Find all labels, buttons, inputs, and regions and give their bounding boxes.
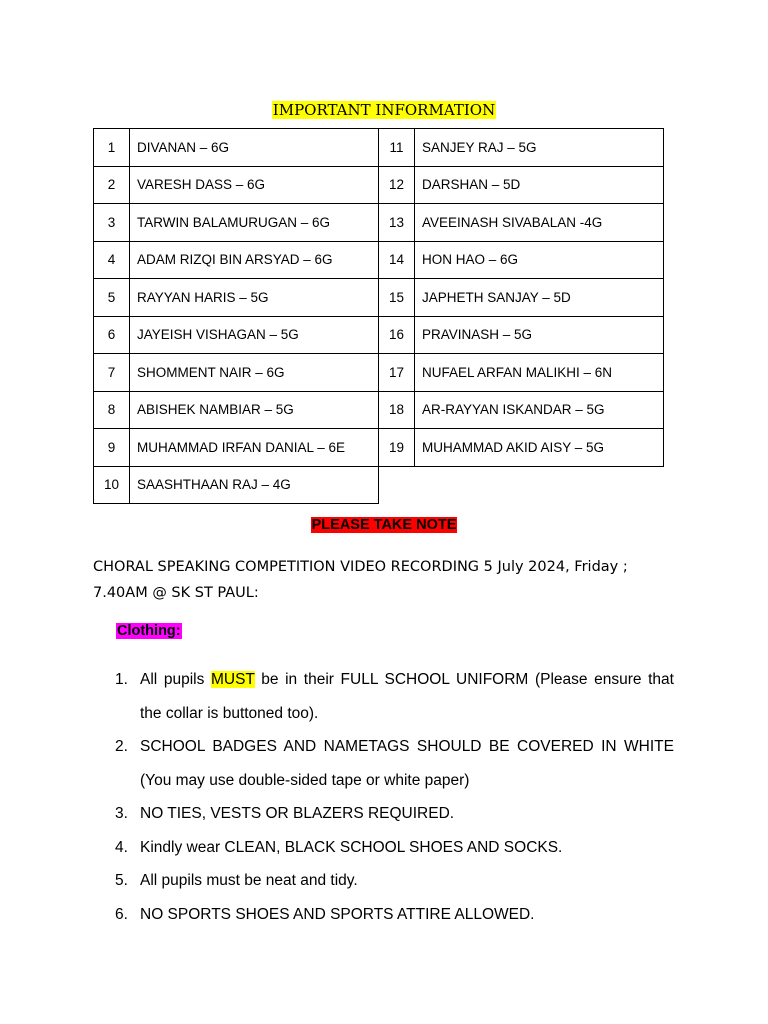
row-number: 9 <box>94 429 130 467</box>
rule-text: Kindly wear CLEAN, BLACK SCHOOL SHOES AND SOCKS. <box>140 838 563 856</box>
list-item <box>110 864 674 898</box>
participant-name: DARSHAN – 5D <box>415 166 664 204</box>
list-number: 3. <box>115 805 128 822</box>
table-row <box>94 316 664 354</box>
table-row <box>94 279 664 317</box>
row-number: 5 <box>94 279 130 317</box>
row-number: 4 <box>94 241 130 279</box>
clothing-rules-list <box>110 663 674 931</box>
participant-name: MUHAMMAD IRFAN DANIAL – 6E <box>130 429 379 467</box>
participant-name: SANJEY RAJ – 5G <box>415 129 664 167</box>
highlight-must: MUST <box>210 671 255 688</box>
participant-name: DIVANAN – 6G <box>130 129 379 167</box>
participant-name: NUFAEL ARFAN MALIKHI – 6N <box>415 354 664 392</box>
participant-name: TARWIN BALAMURUGAN – 6G <box>130 204 379 242</box>
participant-name: ADAM RIZQI BIN ARSYAD – 6G <box>130 241 379 279</box>
list-number: 5. <box>115 872 128 889</box>
table-row <box>94 354 664 392</box>
row-number: 19 <box>379 429 415 467</box>
row-number: 3 <box>94 204 130 242</box>
row-number: 2 <box>94 166 130 204</box>
row-number: 12 <box>379 166 415 204</box>
participant-name: VARESH DASS – 6G <box>130 166 379 204</box>
row-number: 10 <box>94 466 130 504</box>
participant-name: SHOMMENT NAIR – 6G <box>130 354 379 392</box>
participant-name: ABISHEK NAMBIAR – 5G <box>130 391 379 429</box>
list-number: 6. <box>115 905 128 923</box>
row-number: 7 <box>94 354 130 392</box>
empty-cell <box>415 466 664 504</box>
participant-table <box>93 128 664 504</box>
rule-text: SCHOOL BADGES AND NAMETAGS SHOULD BE COVERED IN WHITE (You may use double-sided tape or white paper) <box>140 738 674 789</box>
participant-name: MUHAMMAD AKID AISY – 5G <box>415 429 664 467</box>
list-number: 4. <box>115 838 128 856</box>
empty-cell <box>379 466 415 504</box>
table-row <box>94 204 664 242</box>
rule-text-before: All pupils <box>140 671 211 688</box>
rule-text-after: be in their FULL SCHOOL UNIFORM (Please ensure that the collar is buttoned too). <box>140 671 674 722</box>
list-number: 2. <box>115 738 128 755</box>
rule-text: NO TIES, VESTS OR BLAZERS REQUIRED. <box>140 805 455 822</box>
table-row <box>94 129 664 167</box>
participant-name: JAYEISH VISHAGAN – 5G <box>130 316 379 354</box>
table-row <box>94 241 664 279</box>
clothing-heading: Clothing: <box>117 623 181 639</box>
table-row <box>94 466 664 504</box>
row-number: 13 <box>379 204 415 242</box>
participant-name: SAASHTHAAN RAJ – 4G <box>130 466 379 504</box>
row-number: 17 <box>379 354 415 392</box>
table-row <box>94 391 664 429</box>
row-number: 18 <box>379 391 415 429</box>
row-number: 11 <box>379 129 415 167</box>
rule-text: NO SPORTS SHOES AND SPORTS ATTIRE ALLOWED. <box>140 905 535 923</box>
list-item <box>110 898 674 932</box>
list-number: 1. <box>115 671 128 688</box>
table-row <box>94 429 664 467</box>
page-title: IMPORTANT INFORMATION <box>272 101 496 119</box>
list-item <box>110 730 674 797</box>
participant-name: JAPHETH SANJAY – 5D <box>415 279 664 317</box>
row-number: 6 <box>94 316 130 354</box>
participant-name: PRAVINASH – 5G <box>415 316 664 354</box>
event-description: CHORAL SPEAKING COMPETITION VIDEO RECORDING 5 July 2024, Friday ; 7.40AM @ SK ST PAUL: <box>93 559 628 601</box>
list-item <box>110 663 674 730</box>
table-row <box>94 166 664 204</box>
please-take-note-banner: PLEASE TAKE NOTE <box>311 517 457 533</box>
row-number: 1 <box>94 129 130 167</box>
list-item <box>110 831 674 865</box>
rule-text: All pupils must be neat and tidy. <box>140 872 358 889</box>
participant-name: RAYYAN HARIS – 5G <box>130 279 379 317</box>
participant-name: HON HAO – 6G <box>415 241 664 279</box>
row-number: 8 <box>94 391 130 429</box>
list-item <box>110 797 674 831</box>
participant-name: AVEEINASH SIVABALAN -4G <box>415 204 664 242</box>
row-number: 15 <box>379 279 415 317</box>
participant-name: AR-RAYYAN ISKANDAR – 5G <box>415 391 664 429</box>
row-number: 14 <box>379 241 415 279</box>
row-number: 16 <box>379 316 415 354</box>
